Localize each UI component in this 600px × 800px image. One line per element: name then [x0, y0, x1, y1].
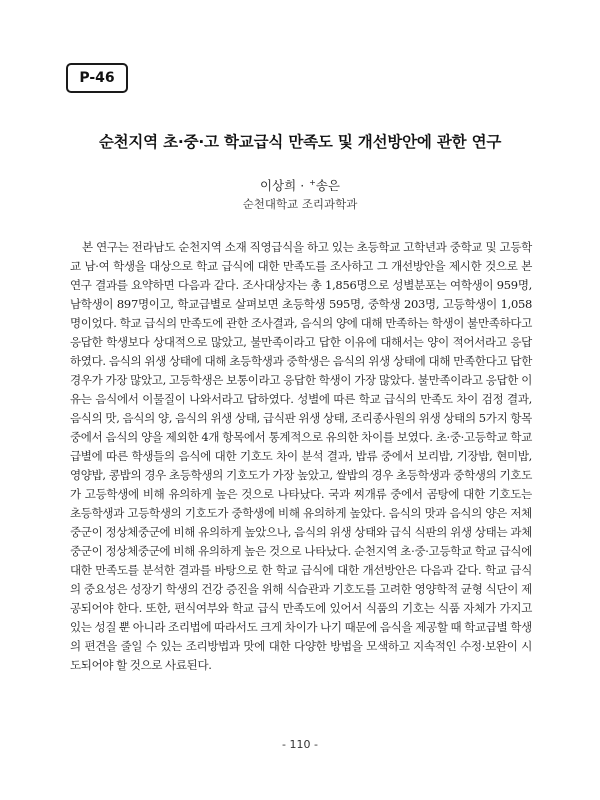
abstract-paragraph: 본 연구는 전라남도 순천지역 소재 직영급식을 하고 있는 초등학교 고학년과 중학교 및 고등학교 남·여 학생을 대상으로 학교 급식에 대한 만족도를 조사하고 그 개선방안을 제시한 것으로 본 연구 결과를 요약하면 다음과 같다. 조사대상자는 총 1,856명으로 성별분포는 여학생이 959명, 남학생이 897명이고, 학교급별로 살펴보면 초등학생 595명, 중학생 203명, 고등학생이 1,058명이었다. 학교 급식의 만족도에 관한 조사결과, 음식의 양에 대해 만족하는 학생이 불만족하다고 응답한 학생보다 상대적으로 많았고, 불만족이라고 답한 이유에 대해서는 양이 적어서라고 응답하였다. 음식의 위생 상태에 대해 초등학생과 중학생은 음식의 위생 상태에 대해 만족한다고 답한 경우가 가장 많았고, 고등학생은 보통이라고 응답한 학생이 가장 많았다. 불만족이라고 응답한 이유는 음식에서 이물질이 나와서라고 답하였다. 성별에 따른 학교 급식의 만족도 차이 검정 결과, 음식의 맛, 음식의 양, 음식의 위생 상태, 급식판 위생 상태, 조리종사원의 위생 상태의 5가지 항목 중에서 음식의 양을 제외한 4개 항목에서 통계적으로 유의한 차이를 보였다. 초·중·고등학교 학교급별에 따른 학생들의 음식에 대한 기호도 차이 분석 결과, 밥류 중에서 보리밥, 기장밥, 현미밥, 영양밥, 콩밥의 경우 초등학생의 기호도가 가장 높았고, 쌀밥의 경우 초등학생과 중학생의 기호도가 고등학생에 비해 유의하게 높은 것으로 나타났다. 국과 찌개류 중에서 곰탕에 대한 기호도는 초등학생과 고등학생의 기호도가 중학생에 비해 유의하게 높았다. 음식의 맛과 음식의 양은 저체중군이 정상체중군에 비해 유의하게 높았으나, 음식의 위생 상태와 급식 식판의 위생 상태는 과체중군이 정상체중군에 비해 유의하게 높은 것으로 나타났다. 순천지역 초·중·고등학교 학교 급식에 대한 만족도를 분석한 결과를 바탕으로 한 학교 급식에 대한 개선방안은 다음과 같다. 학교 급식의 중요성은 성장기 학생의 건강 증진을 위해 식습관과 기호도를 고려한 영양학적 균형 식단이 제공되어야 한다. 또한, 편식여부와 학교 급식 만족도에 있어서 식품의 기호는 식품 자체가 가지고 있는 성질 뿐 아니라 조리법에 따라서도 크게 차이가 나기 때문에 음식을 제공할 때 학교급별 학생의 편견을 줄일 수 있는 조리방법과 맛에 대한 다양한 방법을 모색하고 지속적인 수정·보완이 시도되어야 할 것으로 사료된다. — [70, 240, 532, 672]
author-separator: · — [296, 178, 309, 193]
corresponding-author-mark: + — [309, 178, 316, 187]
paper-title: 순천지역 초·중·고 학교급식 만족도 및 개선방안에 관한 연구 — [98, 133, 502, 151]
page-number: - 110 - — [282, 738, 318, 751]
author-line — [0, 176, 600, 194]
affiliation: 순천대학교 조리과학과 — [242, 197, 358, 211]
poster-id-badge: P-46 — [66, 63, 128, 93]
author-first: 이상희 — [259, 178, 297, 193]
author-second: 송은 — [315, 178, 340, 193]
